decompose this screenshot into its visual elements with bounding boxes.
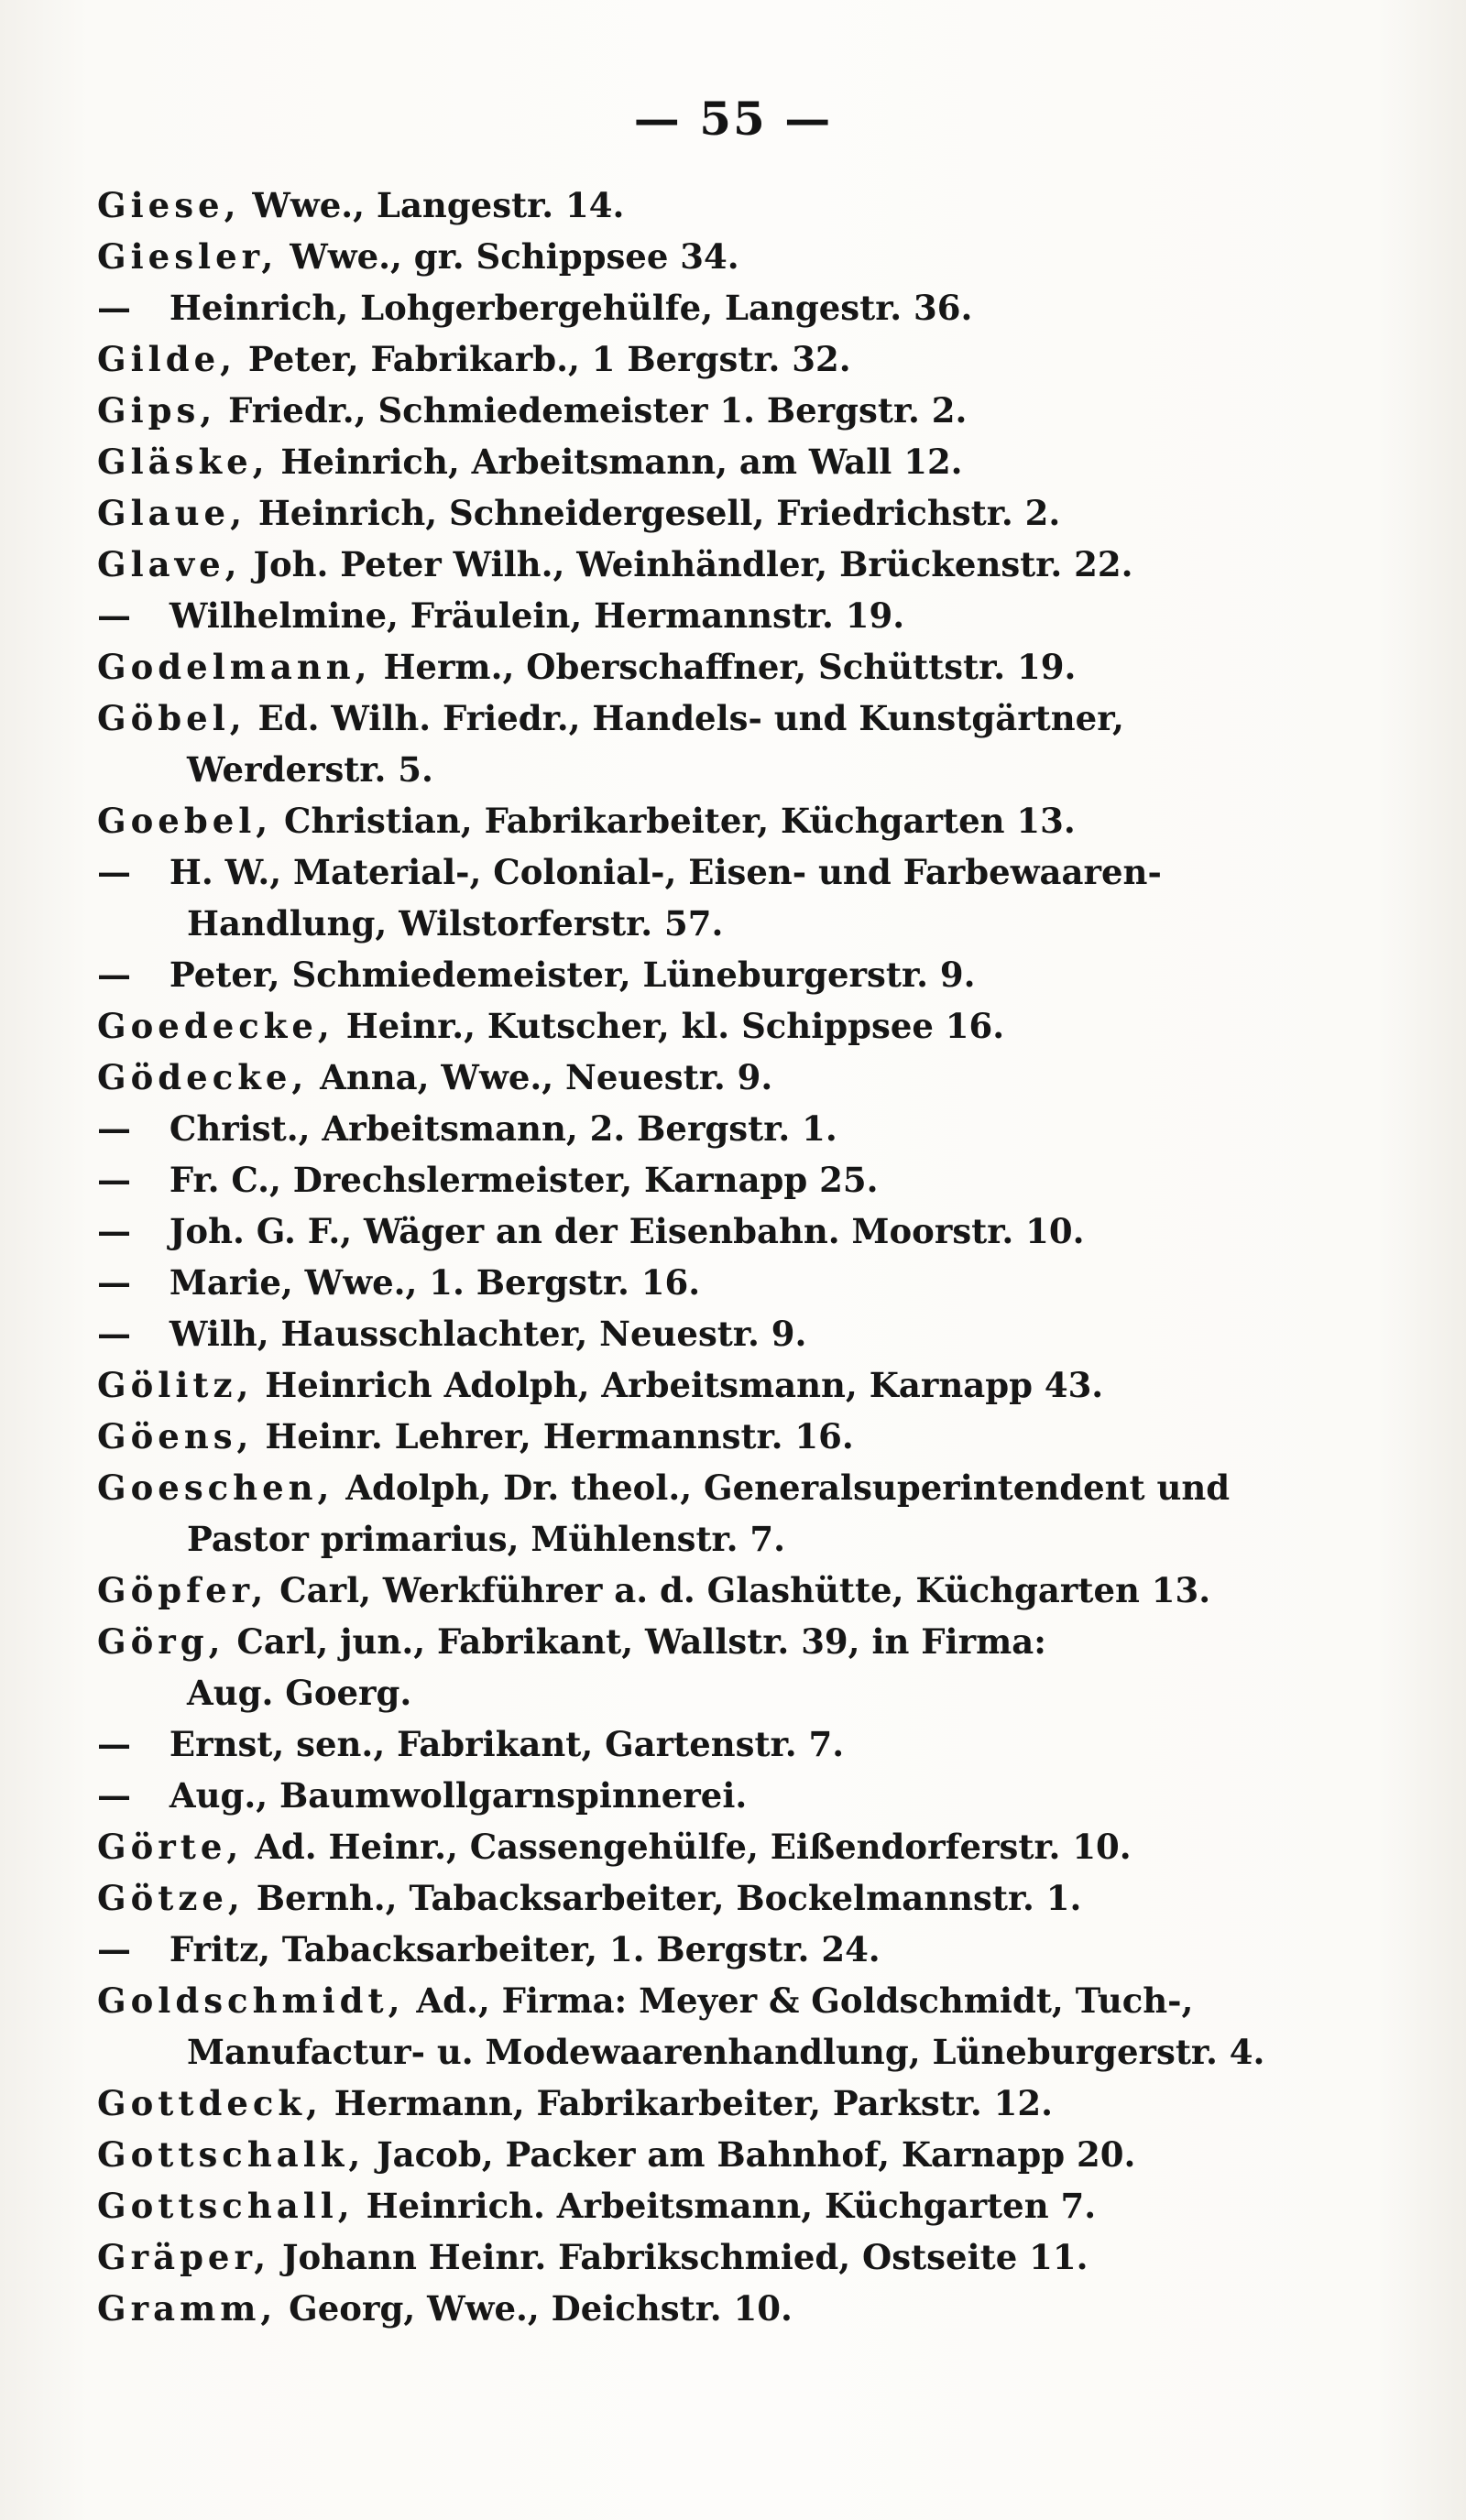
entry-surname: Görg, <box>97 1621 225 1662</box>
directory-entry <box>97 282 1288 333</box>
entry-ditto-dash: — <box>97 1724 131 1764</box>
entry-surname: Gödecke, <box>97 1057 309 1097</box>
entry-details: Peter, Fabrikarb., 1 Bergstr. 32. <box>236 339 851 379</box>
entry-continuation: Pastor primarius, Mühlenstr. 7. <box>187 1519 786 1559</box>
entry-details: Wilh, Hausschlachter, Neuestr. 9. <box>158 1314 807 1354</box>
entry-ditto-dash: — <box>97 595 131 636</box>
entry-details: Heinrich, Lohgerbergehülfe, Langestr. 36. <box>158 288 973 328</box>
directory-entry <box>97 693 1288 795</box>
directory-entry <box>97 1052 1288 1103</box>
entry-details: Ed. Wilh. Friedr., Handels- und Kunstgärtner, <box>246 698 1124 738</box>
entry-details: Peter, Schmiedemeister, Lüneburgerstr. 9. <box>158 955 976 995</box>
directory-entry <box>97 2283 1288 2334</box>
entry-surname: Glave, <box>97 544 242 584</box>
directory-entry <box>97 333 1288 385</box>
entry-surname: Göens, <box>97 1416 254 1456</box>
entry-details: Joh. G. F., Wäger an der Eisenbahn. Moorstr. 10. <box>158 1211 1085 1251</box>
entry-surname: Gläske, <box>97 442 269 482</box>
entry-surname: Gilde, <box>97 339 237 379</box>
entry-details: Wilhelmine, Fräulein, Hermannstr. 19. <box>158 595 905 636</box>
directory-entry <box>97 385 1288 436</box>
entry-ditto-dash: — <box>97 852 131 892</box>
entry-surname: Götze, <box>97 1878 245 1918</box>
directory-entry <box>97 1411 1288 1462</box>
entry-surname: Giese, <box>97 185 241 225</box>
entry-surname: Gottschalk, <box>97 2134 366 2175</box>
entry-surname: Godelmann, <box>97 647 372 687</box>
directory-entry <box>97 1821 1288 1872</box>
entry-details: Christ., Arbeitsmann, 2. Bergstr. 1. <box>158 1108 837 1149</box>
entry-surname: Gräper, <box>97 2237 271 2277</box>
entry-details: Fritz, Tabacksarbeiter, 1. Bergstr. 24. <box>158 1929 881 1969</box>
entry-ditto-dash: — <box>97 1929 131 1969</box>
entry-continuation: Aug. Goerg. <box>187 1673 412 1713</box>
entry-surname: Gramm, <box>97 2288 278 2329</box>
directory-entry <box>97 1770 1288 1821</box>
entry-details: Ad. Heinr., Cassengehülfe, Eißendorferstr. 10. <box>243 1827 1132 1867</box>
directory-entry <box>97 590 1288 641</box>
directory-entry <box>97 2078 1288 2129</box>
entry-ditto-dash: — <box>97 1108 131 1149</box>
entry-surname: Göbel, <box>97 698 246 738</box>
entry-details: Johann Heinr. Fabrikschmied, Ostseite 11. <box>270 2237 1089 2277</box>
entry-ditto-dash: — <box>97 1160 131 1200</box>
entry-ditto-dash: — <box>97 1775 131 1816</box>
entry-details: Herm., Oberschaffner, Schüttstr. 19. <box>371 647 1077 687</box>
entry-surname: Gölitz, <box>97 1365 254 1405</box>
directory-entry <box>97 2231 1288 2283</box>
entry-details: Carl, jun., Fabrikant, Wallstr. 39, in Firma: <box>224 1621 1046 1662</box>
entry-details: Georg, Wwe., Deichstr. 10. <box>277 2288 793 2329</box>
entry-details: Anna, Wwe., Neuestr. 9. <box>308 1057 773 1097</box>
entry-continuation: Manufactur- u. Modewaarenhandlung, Lüneburgerstr. 4. <box>187 2032 1265 2072</box>
entry-details: Heinrich, Arbeitsmann, am Wall 12. <box>268 442 963 482</box>
directory-entry <box>97 846 1288 949</box>
entry-surname: Goedecke, <box>97 1006 334 1046</box>
entry-details: Jacob, Packer am Bahnhof, Karnapp 20. <box>365 2134 1136 2175</box>
entry-ditto-dash: — <box>97 1314 131 1354</box>
entry-surname: Goldschmidt, <box>97 1980 405 2021</box>
directory-entry <box>97 1205 1288 1257</box>
directory-entry <box>97 1462 1288 1565</box>
entry-details: Hermann, Fabrikarbeiter, Parkstr. 12. <box>322 2083 1053 2123</box>
directory-entry <box>97 1308 1288 1359</box>
entry-surname: Göpfer, <box>97 1570 268 1610</box>
entry-continuation: Werderstr. 5. <box>187 749 433 790</box>
page-number: — 55 — <box>633 92 833 146</box>
entry-surname: Gottschall, <box>97 2186 355 2226</box>
directory-entry <box>97 1359 1288 1411</box>
entry-details: Fr. C., Drechslermeister, Karnapp 25. <box>158 1160 879 1200</box>
entry-ditto-dash: — <box>97 955 131 995</box>
entry-surname: Gips, <box>97 390 217 431</box>
directory-entry <box>97 1872 1288 1924</box>
directory-entry <box>97 1154 1288 1205</box>
directory-entry <box>97 2129 1288 2180</box>
directory-entries <box>97 180 1288 2334</box>
directory-entry <box>97 1000 1288 1052</box>
entry-details: Adolph, Dr. theol., Generalsuperintendent und <box>334 1467 1231 1508</box>
directory-entry <box>97 180 1288 231</box>
entry-details: Christian, Fabrikarbeiter, Küchgarten 13. <box>272 801 1076 841</box>
directory-entry <box>97 1257 1288 1308</box>
entry-details: Friedr., Schmiedemeister 1. Bergstr. 2. <box>216 390 968 431</box>
entry-details: Carl, Werkführer a. d. Glashütte, Küchgarten 13. <box>268 1570 1211 1610</box>
directory-entry <box>97 795 1288 846</box>
directory-entry <box>97 1924 1288 1975</box>
entry-details: Heinr. Lehrer, Hermannstr. 16. <box>253 1416 854 1456</box>
entry-ditto-dash: — <box>97 1262 131 1303</box>
entry-details: Wwe., Langestr. 14. <box>240 185 625 225</box>
directory-entry <box>97 949 1288 1000</box>
entry-surname: Goeschen, <box>97 1467 334 1508</box>
directory-entry <box>97 1616 1288 1718</box>
directory-entry <box>97 231 1288 282</box>
entry-ditto-dash: — <box>97 288 131 328</box>
directory-entry <box>97 539 1288 590</box>
entry-ditto-dash: — <box>97 1211 131 1251</box>
directory-entry <box>97 487 1288 539</box>
entry-continuation: Handlung, Wilstorferstr. 57. <box>187 903 724 944</box>
entry-details: H. W., Material-, Colonial-, Eisen- und Farbewaaren- <box>158 852 1162 892</box>
entry-details: Heinrich. Arbeitsmann, Küchgarten 7. <box>354 2186 1097 2226</box>
directory-entry <box>97 1565 1288 1616</box>
entry-surname: Görte, <box>97 1827 244 1867</box>
entry-details: Aug., Baumwollgarnspinnerei. <box>158 1775 748 1816</box>
entry-details: Wwe., gr. Schippsee 34. <box>278 236 739 277</box>
entry-details: Heinr., Kutscher, kl. Schippsee 16. <box>334 1006 1005 1046</box>
entry-details: Ernst, sen., Fabrikant, Gartenstr. 7. <box>158 1724 845 1764</box>
entry-details: Joh. Peter Wilh., Weinhändler, Brückenstr. 22. <box>241 544 1133 584</box>
entry-surname: Giesler, <box>97 236 279 277</box>
entry-surname: Gottdeck, <box>97 2083 323 2123</box>
entry-details: Marie, Wwe., 1. Bergstr. 16. <box>158 1262 701 1303</box>
directory-entry <box>97 436 1288 487</box>
directory-entry <box>97 641 1288 693</box>
directory-entry <box>97 1975 1288 2078</box>
entry-details: Ad., Firma: Meyer & Goldschmidt, Tuch-, <box>404 1980 1194 2021</box>
entry-surname: Glaue, <box>97 493 246 533</box>
entry-surname: Goebel, <box>97 801 273 841</box>
directory-entry <box>97 2180 1288 2231</box>
entry-details: Bernh., Tabacksarbeiter, Bockelmannstr. 1. <box>244 1878 1082 1918</box>
directory-entry <box>97 1718 1288 1770</box>
entry-details: Heinrich, Schneidergesell, Friedrichstr. 2. <box>246 493 1061 533</box>
directory-entry <box>97 1103 1288 1154</box>
entry-details: Heinrich Adolph, Arbeitsmann, Karnapp 43. <box>253 1365 1104 1405</box>
